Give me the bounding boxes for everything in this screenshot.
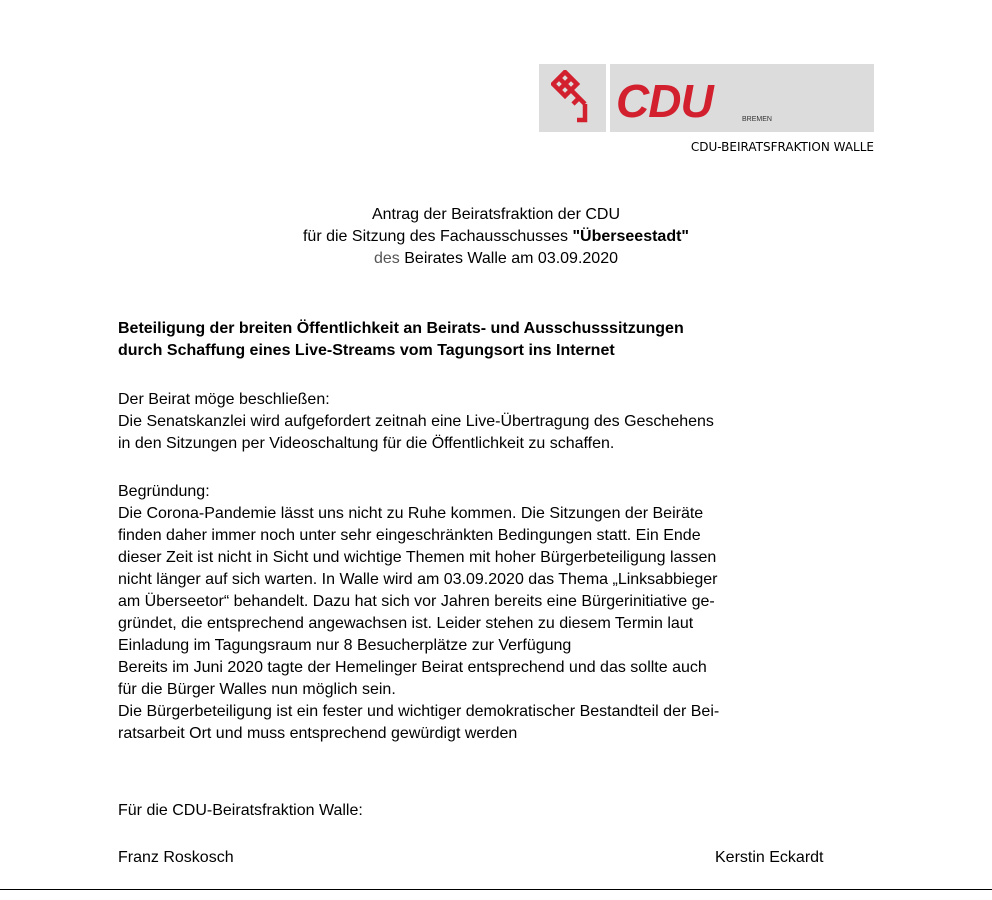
cdu-logo [610, 64, 874, 132]
justification-line: nicht länger auf sich warten. In Walle wird am 03.09.2020 das Thema „Linksabbieger [118, 571, 718, 588]
intro-line-3 [100, 248, 892, 270]
bremen-key-icon [551, 70, 595, 126]
justification-line: Einladung im Tagungsraum nur 8 Besucherplätze zur Verfügung [118, 637, 572, 654]
intro-line-2 [100, 226, 892, 248]
closing-line: Für die CDU-Beiratsfraktion Walle: [118, 802, 363, 819]
intro-line-3-rest: Beirates Walle am 03.09.2020 [399, 250, 618, 267]
resolution-line: in den Sitzungen per Videoschaltung für die Öffentlichkeit zu schaffen. [118, 435, 615, 452]
signer-left: Franz Roskosch [118, 849, 234, 866]
justification-line: dieser Zeit ist nicht in Sicht und wichtige Themen mit hoher Bürgerbeteiligung lassen [118, 549, 717, 566]
justification-line: ratsarbeit Ort und muss entsprechend gewürdigt werden [118, 725, 518, 742]
intro-committee-name: "Überseestadt" [572, 228, 690, 245]
fraction-label: CDU-BEIRATSFRAKTION WALLE [690, 140, 874, 154]
justification-line: für die Bürger Walles nun möglich sein. [118, 681, 396, 698]
bremen-key-logo [539, 64, 606, 132]
cdu-logo-text: CDU [616, 75, 713, 127]
justification-line: Die Bürgerbeteiligung ist ein fester und wichtiger demokratischer Bestandteil der Bei- [118, 703, 720, 720]
intro-line-2-prefix: für die Sitzung des Fachausschusses [302, 228, 573, 245]
justification-line: gründet, die entsprechend angewachsen ist. Leider stehen zu diesem Termin laut [118, 615, 694, 632]
justification-line: Bereits im Juni 2020 tagte der Hemelinger Beirat entsprechend und das sollte auch [118, 659, 707, 676]
justification-line: finden daher immer noch unter sehr eingeschränkten Bedingungen statt. Ein Ende [118, 527, 701, 544]
resolution-section [118, 389, 878, 455]
cdu-logo-subtext: BREMEN [742, 116, 772, 123]
motion-headline [118, 318, 878, 362]
bottom-rule [0, 889, 992, 890]
signer-right: Kerstin Eckardt [715, 849, 824, 866]
headline-line-2: durch Schaffung eines Live-Streams vom Tagungsort ins Internet [118, 342, 615, 359]
motion-intro [100, 204, 892, 270]
justification-section [118, 481, 878, 745]
resolution-line: Die Senatskanzlei wird aufgefordert zeitnah eine Live-Übertragung des Geschehens [118, 413, 714, 430]
resolution-label: Der Beirat möge beschließen: [118, 391, 330, 408]
justification-line: Die Corona-Pandemie lässt uns nicht zu Ruhe kommen. Die Sitzungen der Beiräte [118, 505, 704, 522]
intro-line-1: Antrag der Beiratsfraktion der CDU [371, 206, 621, 223]
justification-line: am Überseetor“ behandelt. Dazu hat sich vor Jahren bereits eine Bürgerinitiative ge- [118, 593, 715, 610]
intro-line-3-des: des [374, 250, 400, 267]
headline-line-1: Beteiligung der breiten Öffentlichkeit an Beirats- und Ausschusssitzungen [118, 320, 684, 337]
justification-label: Begründung: [118, 483, 210, 500]
